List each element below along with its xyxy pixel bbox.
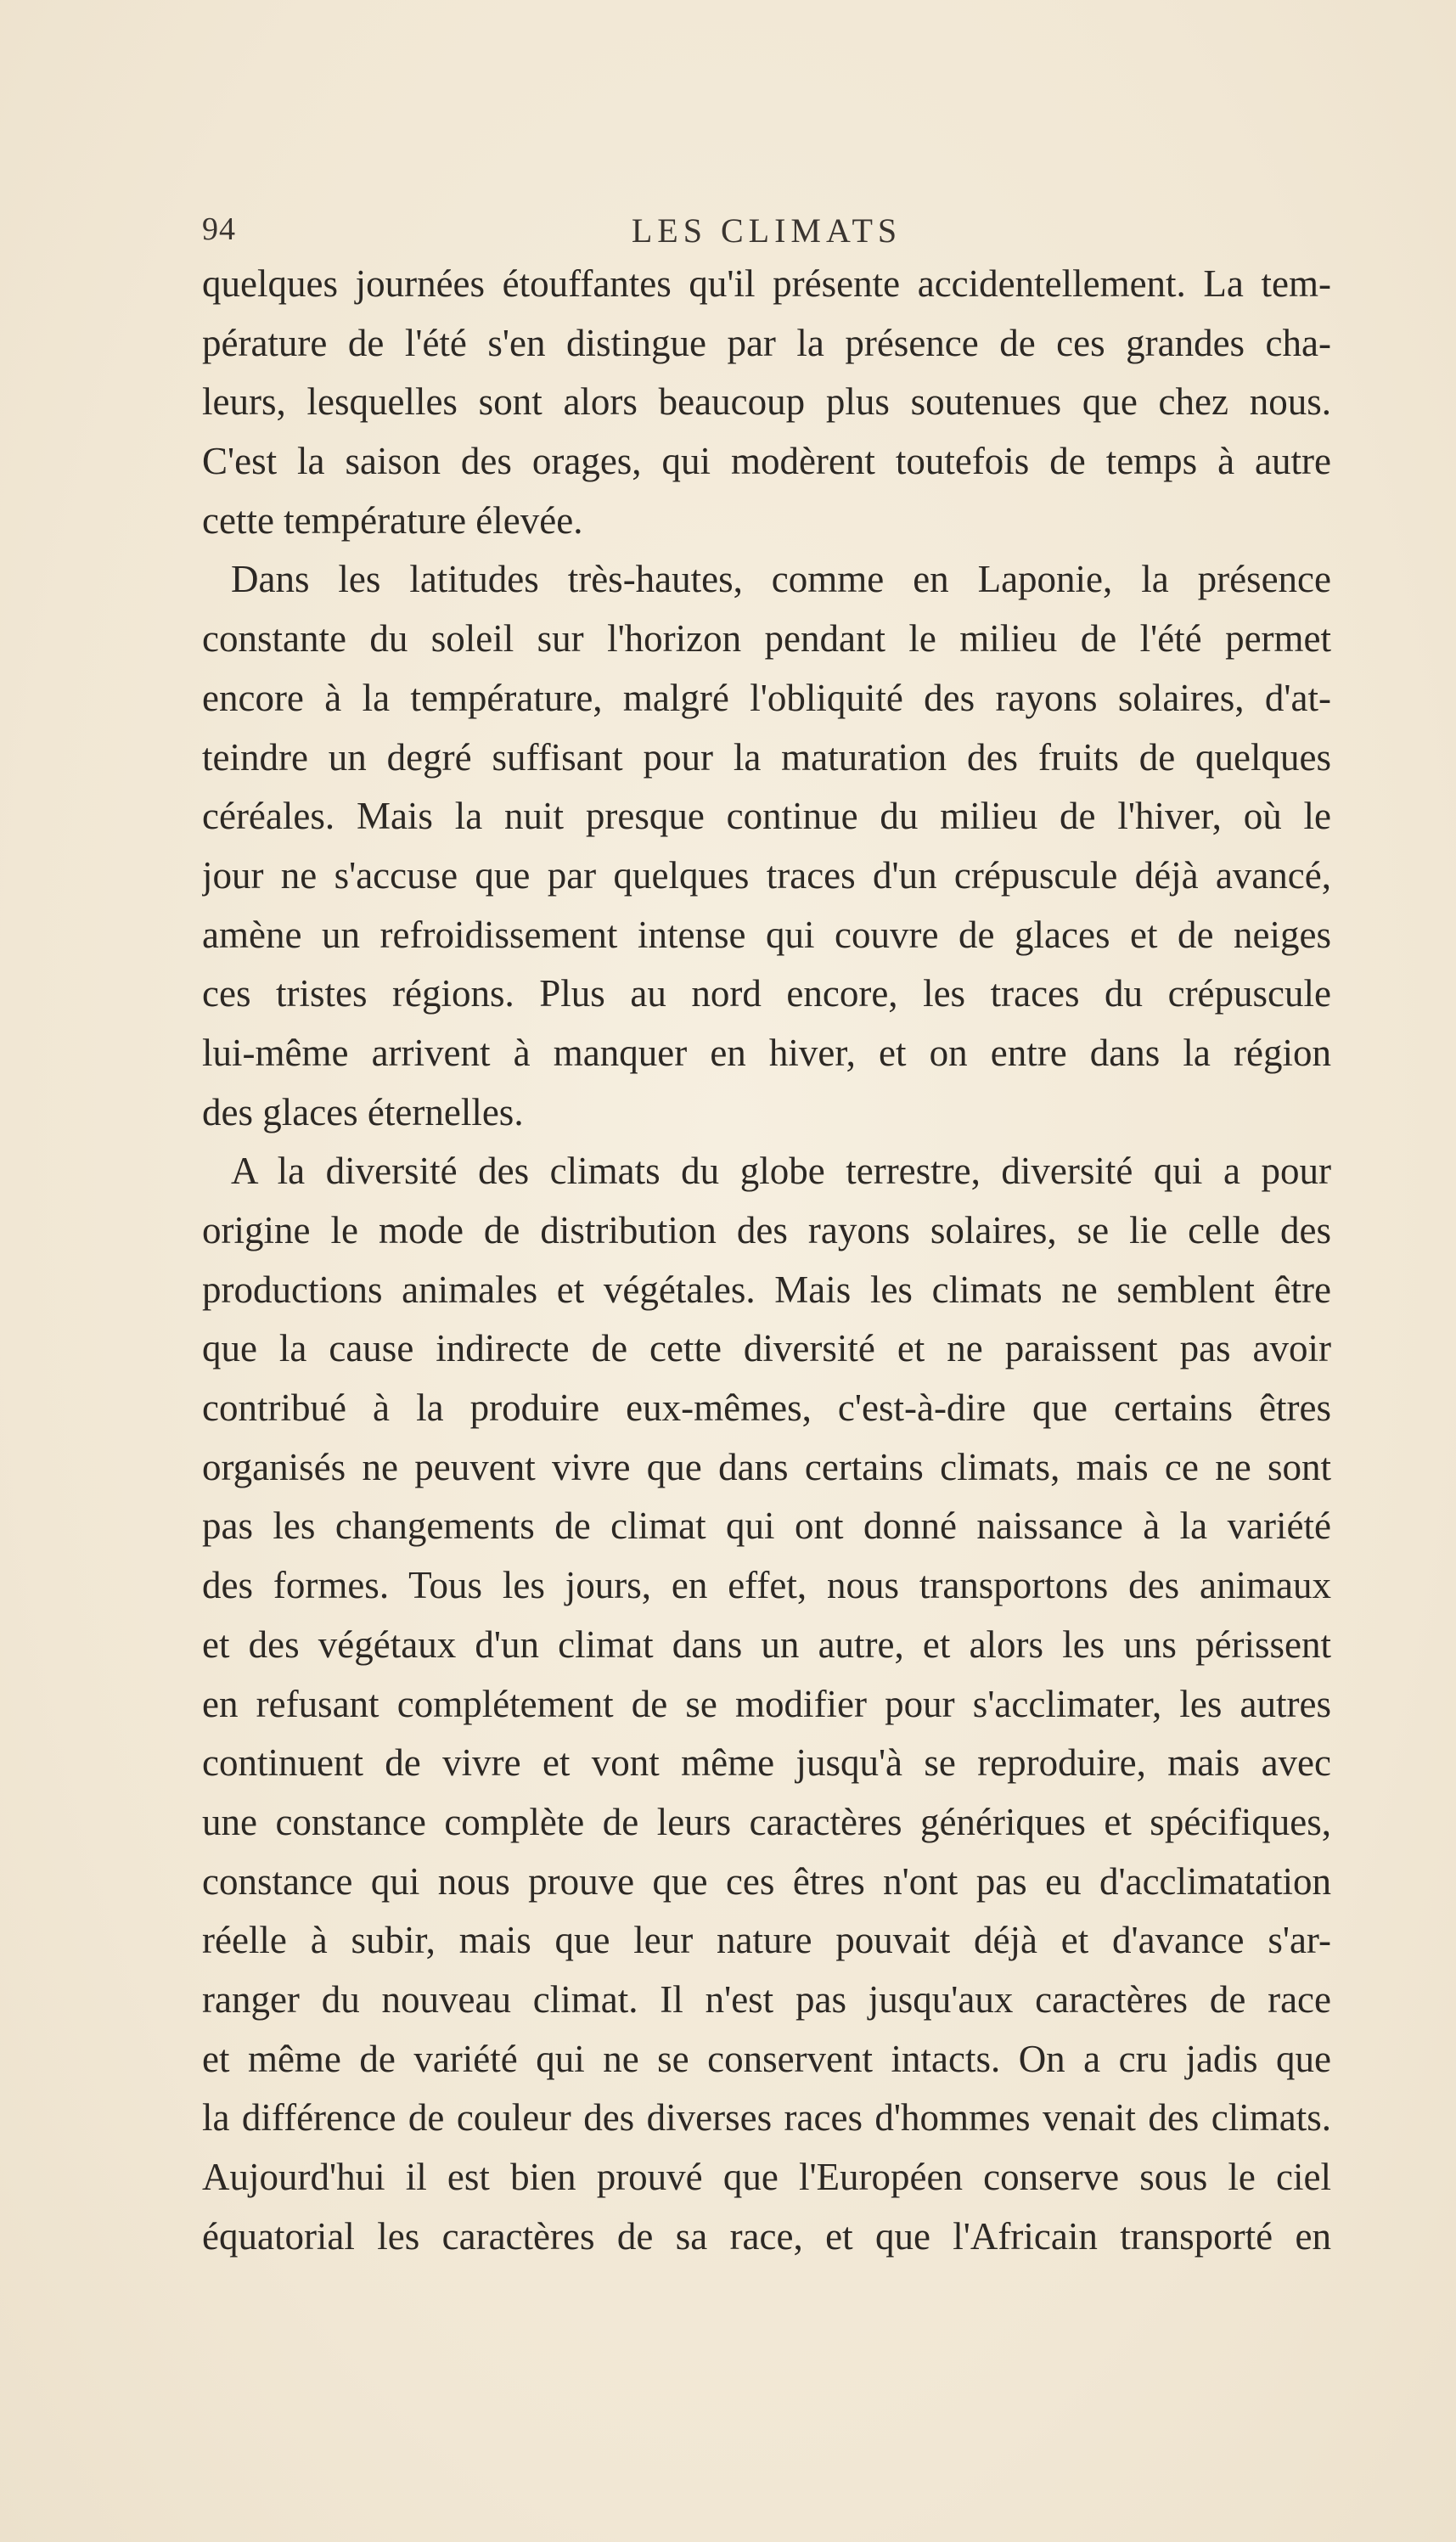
text-line: Aujourd'hui il est bien prouvé que l'Européen conserve sous le ciel (202, 2156, 1331, 2198)
text-line: leurs, lesquelles sont alors beaucoup plus soutenues que chez nous. (202, 380, 1331, 424)
running-title: LES CLIMATS (631, 211, 902, 250)
text-line: la différence de couleur des diverses races d'hommes venait des climats. (202, 2096, 1331, 2140)
text-line: céréales. Mais la nuit presque continue du milieu de l'hiver, où le (202, 795, 1331, 838)
text-line: que la cause indirecte de cette diversité et ne paraissent pas avoir (202, 1327, 1331, 1370)
text-line: réelle à subir, mais que leur nature pouvait déjà et d'avance s'ar- (202, 1919, 1331, 1962)
text-line: contribué à la produire eux-mêmes, c'est-à-dire que certains êtres (202, 1386, 1331, 1430)
text-line: lui-même arrivent à manquer en hiver, et on entre dans la région (202, 1031, 1331, 1074)
text-line: productions animales et végétales. Mais les climats ne semblent être (202, 1268, 1331, 1311)
text-line: des glaces éternelles. (202, 1090, 524, 1133)
text-line: constante du soleil sur l'horizon pendant le milieu de l'été permet (202, 617, 1331, 661)
page-header (202, 211, 1331, 262)
text-line: A la diversité des climats du globe terrestre, diversité qui a pour (231, 1150, 1331, 1193)
text-line: en refusant complétement de se modifier pour s'acclimater, les autres (202, 1682, 1331, 1725)
text-line: des formes. Tous les jours, en effet, nous transportons des animaux (202, 1564, 1331, 1607)
body-text (202, 255, 1331, 2266)
text-line: pérature de l'été s'en distingue par la présence de ces grandes cha- (202, 321, 1331, 364)
text-line: encore à la température, malgré l'obliquité des rayons solaires, d'at- (202, 676, 1331, 719)
text-line: ranger du nouveau climat. Il n'est pas jusqu'aux caractères de race (202, 1977, 1331, 2021)
text-line: constance qui nous prouve que ces êtres n'ont pas eu d'acclimatation (202, 1859, 1331, 1903)
text-line: teindre un degré suffisant pour la maturation des fruits de quelques (202, 735, 1331, 779)
text-line: pas les changements de climat qui ont donné naissance à la variété (202, 1504, 1331, 1548)
text-line: cette température élevée. (202, 498, 583, 542)
text-line: Dans les latitudes très-hautes, comme en Laponie, la présence (231, 558, 1331, 601)
page-number: 94 (202, 211, 236, 247)
text-line: continuent de vivre et vont même jusqu'à se reproduire, mais avec (202, 1741, 1331, 1785)
text-line: organisés ne peuvent vivre que dans certains climats, mais ce ne sont (202, 1445, 1331, 1488)
text-line: et même de variété qui ne se conservent intacts. On a cru jadis que (202, 2037, 1331, 2080)
text-line: et des végétaux d'un climat dans un autre, et alors les uns périssent (202, 1622, 1331, 1666)
text-line: équatorial les caractères de sa race, et que l'Africain transporté en (202, 2214, 1331, 2258)
text-line: une constance complète de leurs caractères génériques et spécifiques, (202, 1800, 1331, 1843)
text-line: jour ne s'accuse que par quelques traces d'un crépuscule déjà avancé, (202, 853, 1331, 897)
text-line: ces tristes régions. Plus au nord encore, les traces du crépuscule (202, 972, 1331, 1015)
text-line: C'est la saison des orages, qui modèrent toutefois de temps à autre (202, 440, 1331, 483)
text-line: amène un refroidissement intense qui couvre de glaces et de neiges (202, 913, 1331, 956)
text-line: origine le mode de distribution des rayons solaires, se lie celle des (202, 1209, 1331, 1251)
text-line: quelques journées étouffantes qu'il présente accidentellement. La tem- (202, 262, 1331, 305)
